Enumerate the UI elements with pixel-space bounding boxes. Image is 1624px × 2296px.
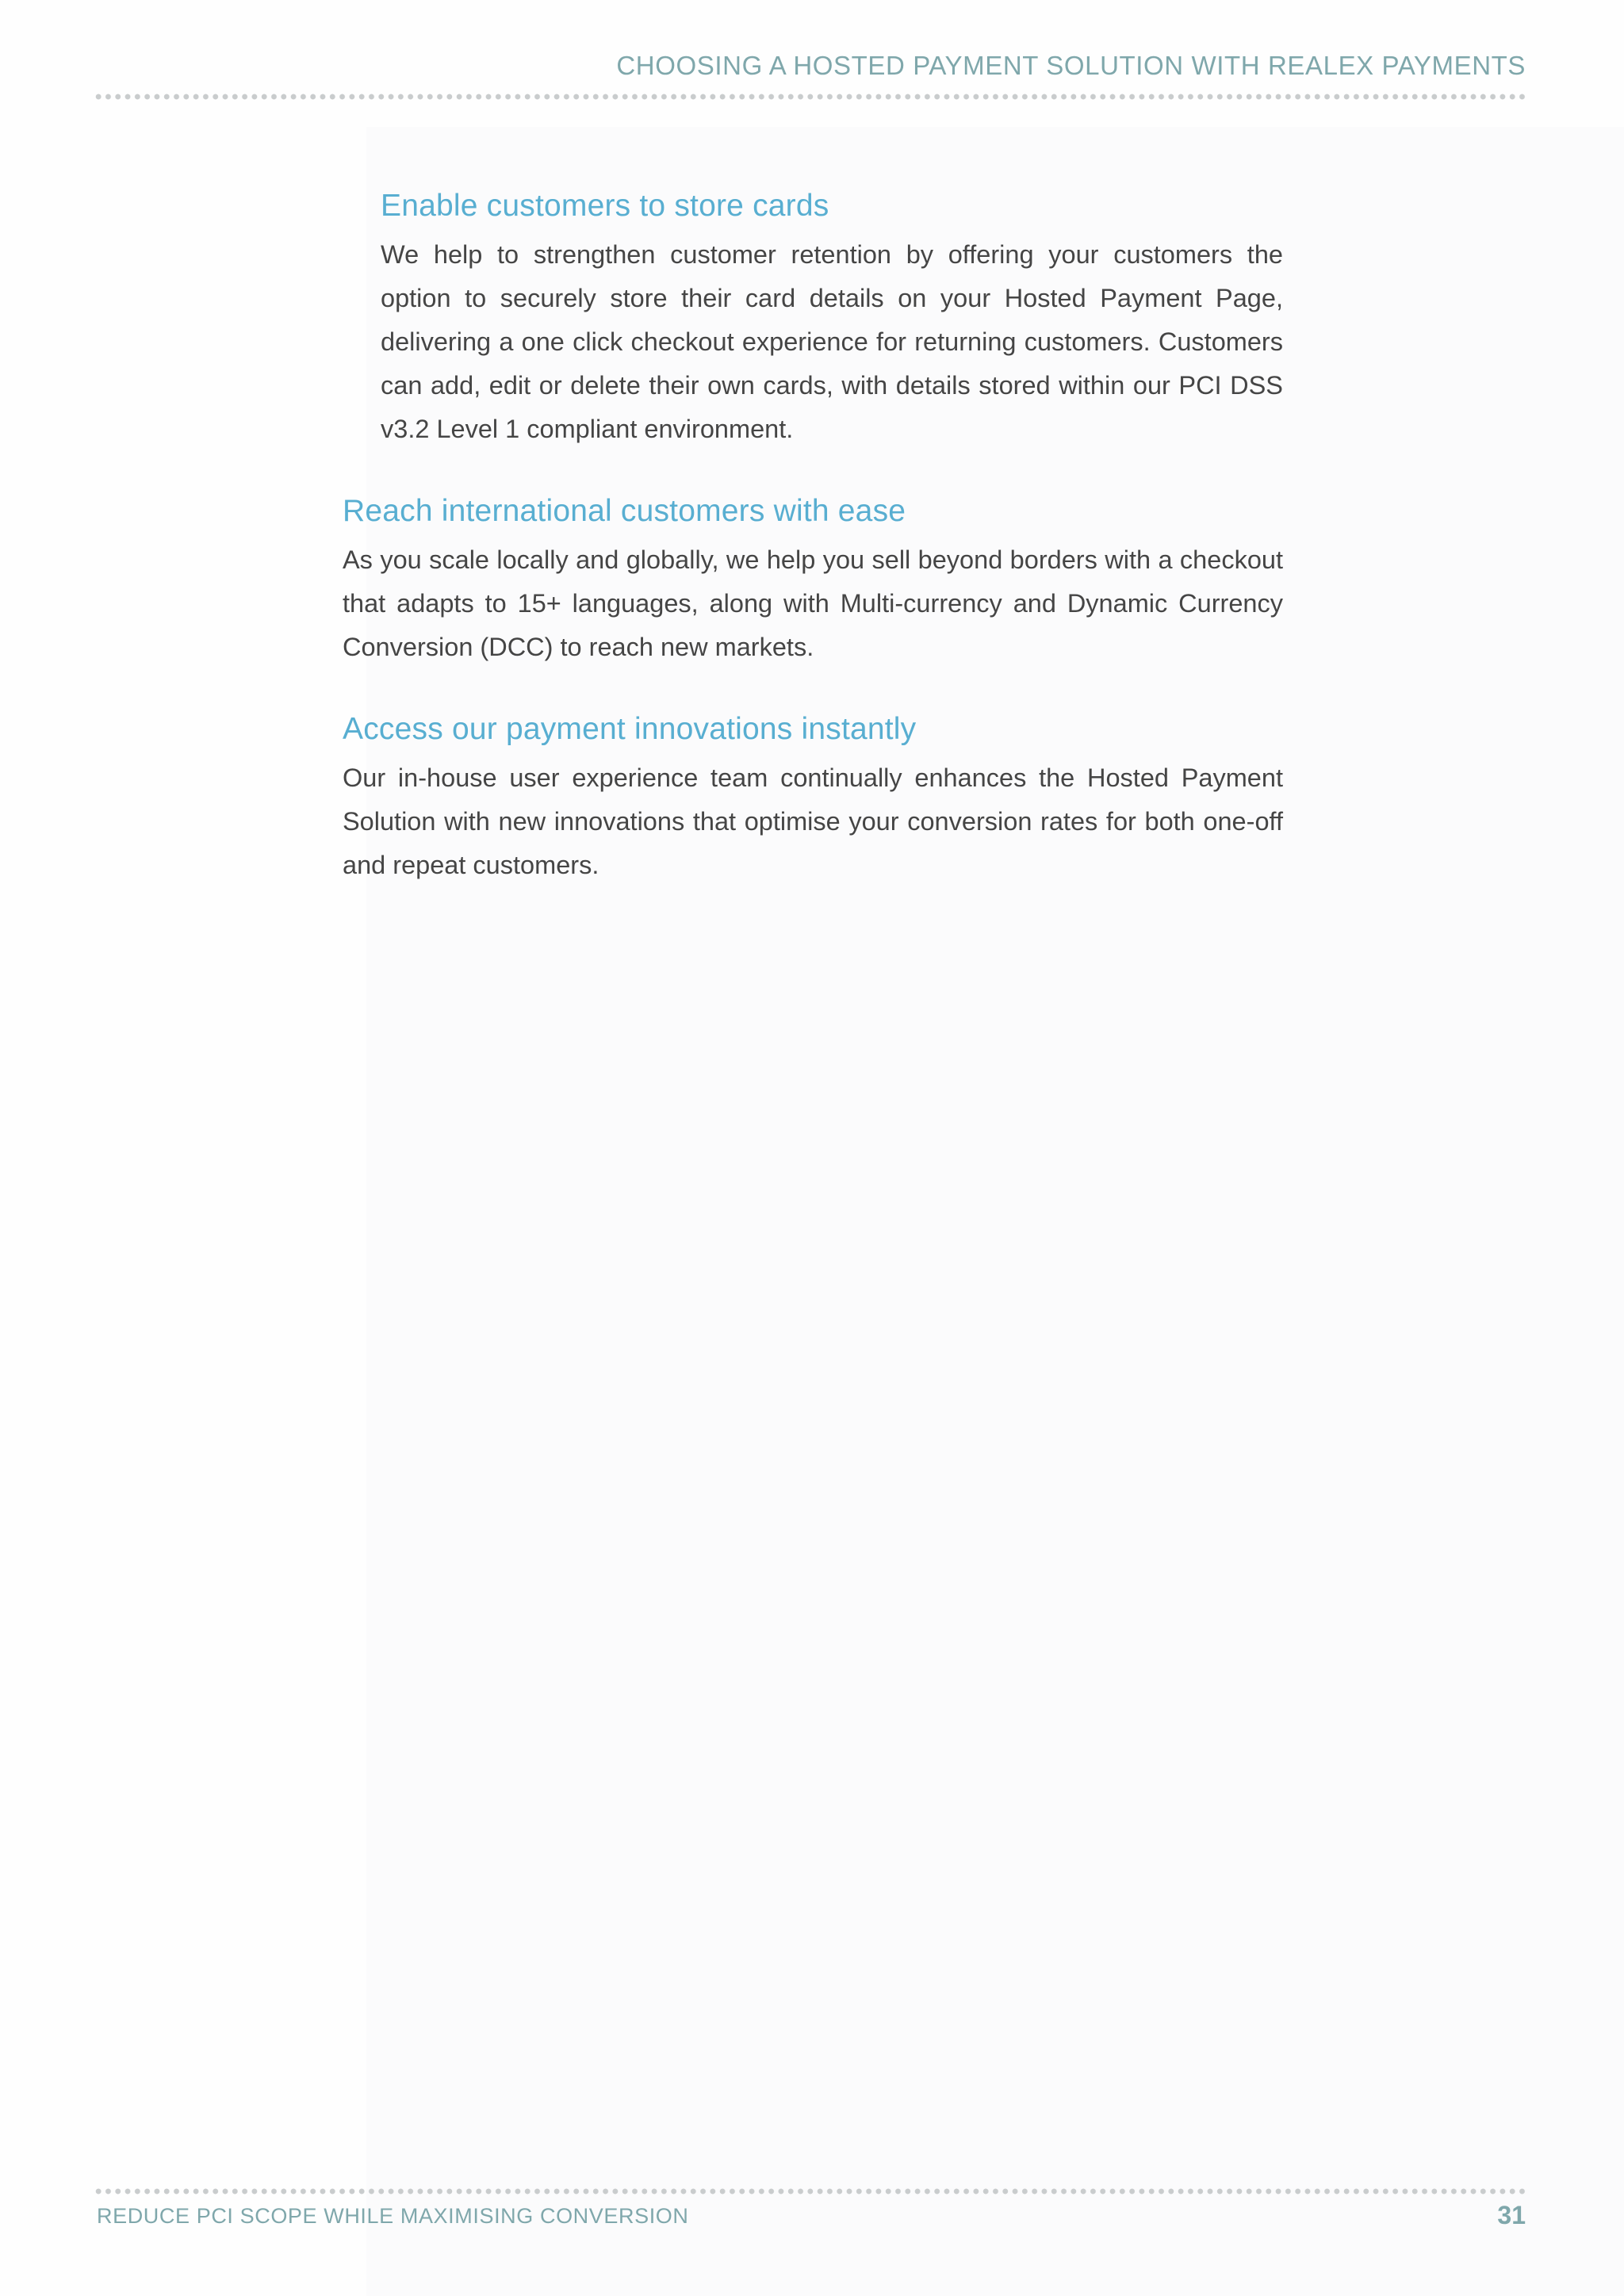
header-dotted-divider: [94, 94, 1527, 100]
section-heading: Access our payment innovations instantly: [343, 712, 917, 746]
page-background-panel: [366, 127, 1624, 2296]
section-body: As you scale locally and globally, we help you sell beyond borders with a checkout that adapts to 15+ languages, along with Multi-currency and Dynamic Currency Conversion (DCC) to reach new markets.: [343, 545, 1283, 661]
section-heading: Reach international customers with ease: [343, 494, 906, 528]
footer-dotted-divider: [94, 2188, 1527, 2195]
section-body: Our in-house user experience team continually enhances the Hosted Payment Solution with new innovations that optimise your conversion rates for both one-off and repeat customers.: [343, 763, 1283, 879]
page-number: 31: [1497, 2201, 1526, 2229]
running-header: CHOOSING A HOSTED PAYMENT SOLUTION WITH REALEX PAYMENTS: [616, 51, 1526, 80]
section-body: We help to strengthen customer retention by offering your customers the option to securely store their card details on your Hosted Payment Page, delivering a one click checkout experience for returning customers. Customers can add, edit or delete their own cards, with details stored within our PCI DSS v3.2 Level 1 compliant environment.: [381, 240, 1283, 443]
section-international-customers: [343, 489, 1283, 669]
section-payment-innovations: [343, 707, 1283, 887]
section-store-cards: [381, 184, 1283, 451]
section-heading: Enable customers to store cards: [381, 189, 829, 223]
running-footer: REDUCE PCI SCOPE WHILE MAXIMISING CONVERSION: [97, 2204, 689, 2228]
